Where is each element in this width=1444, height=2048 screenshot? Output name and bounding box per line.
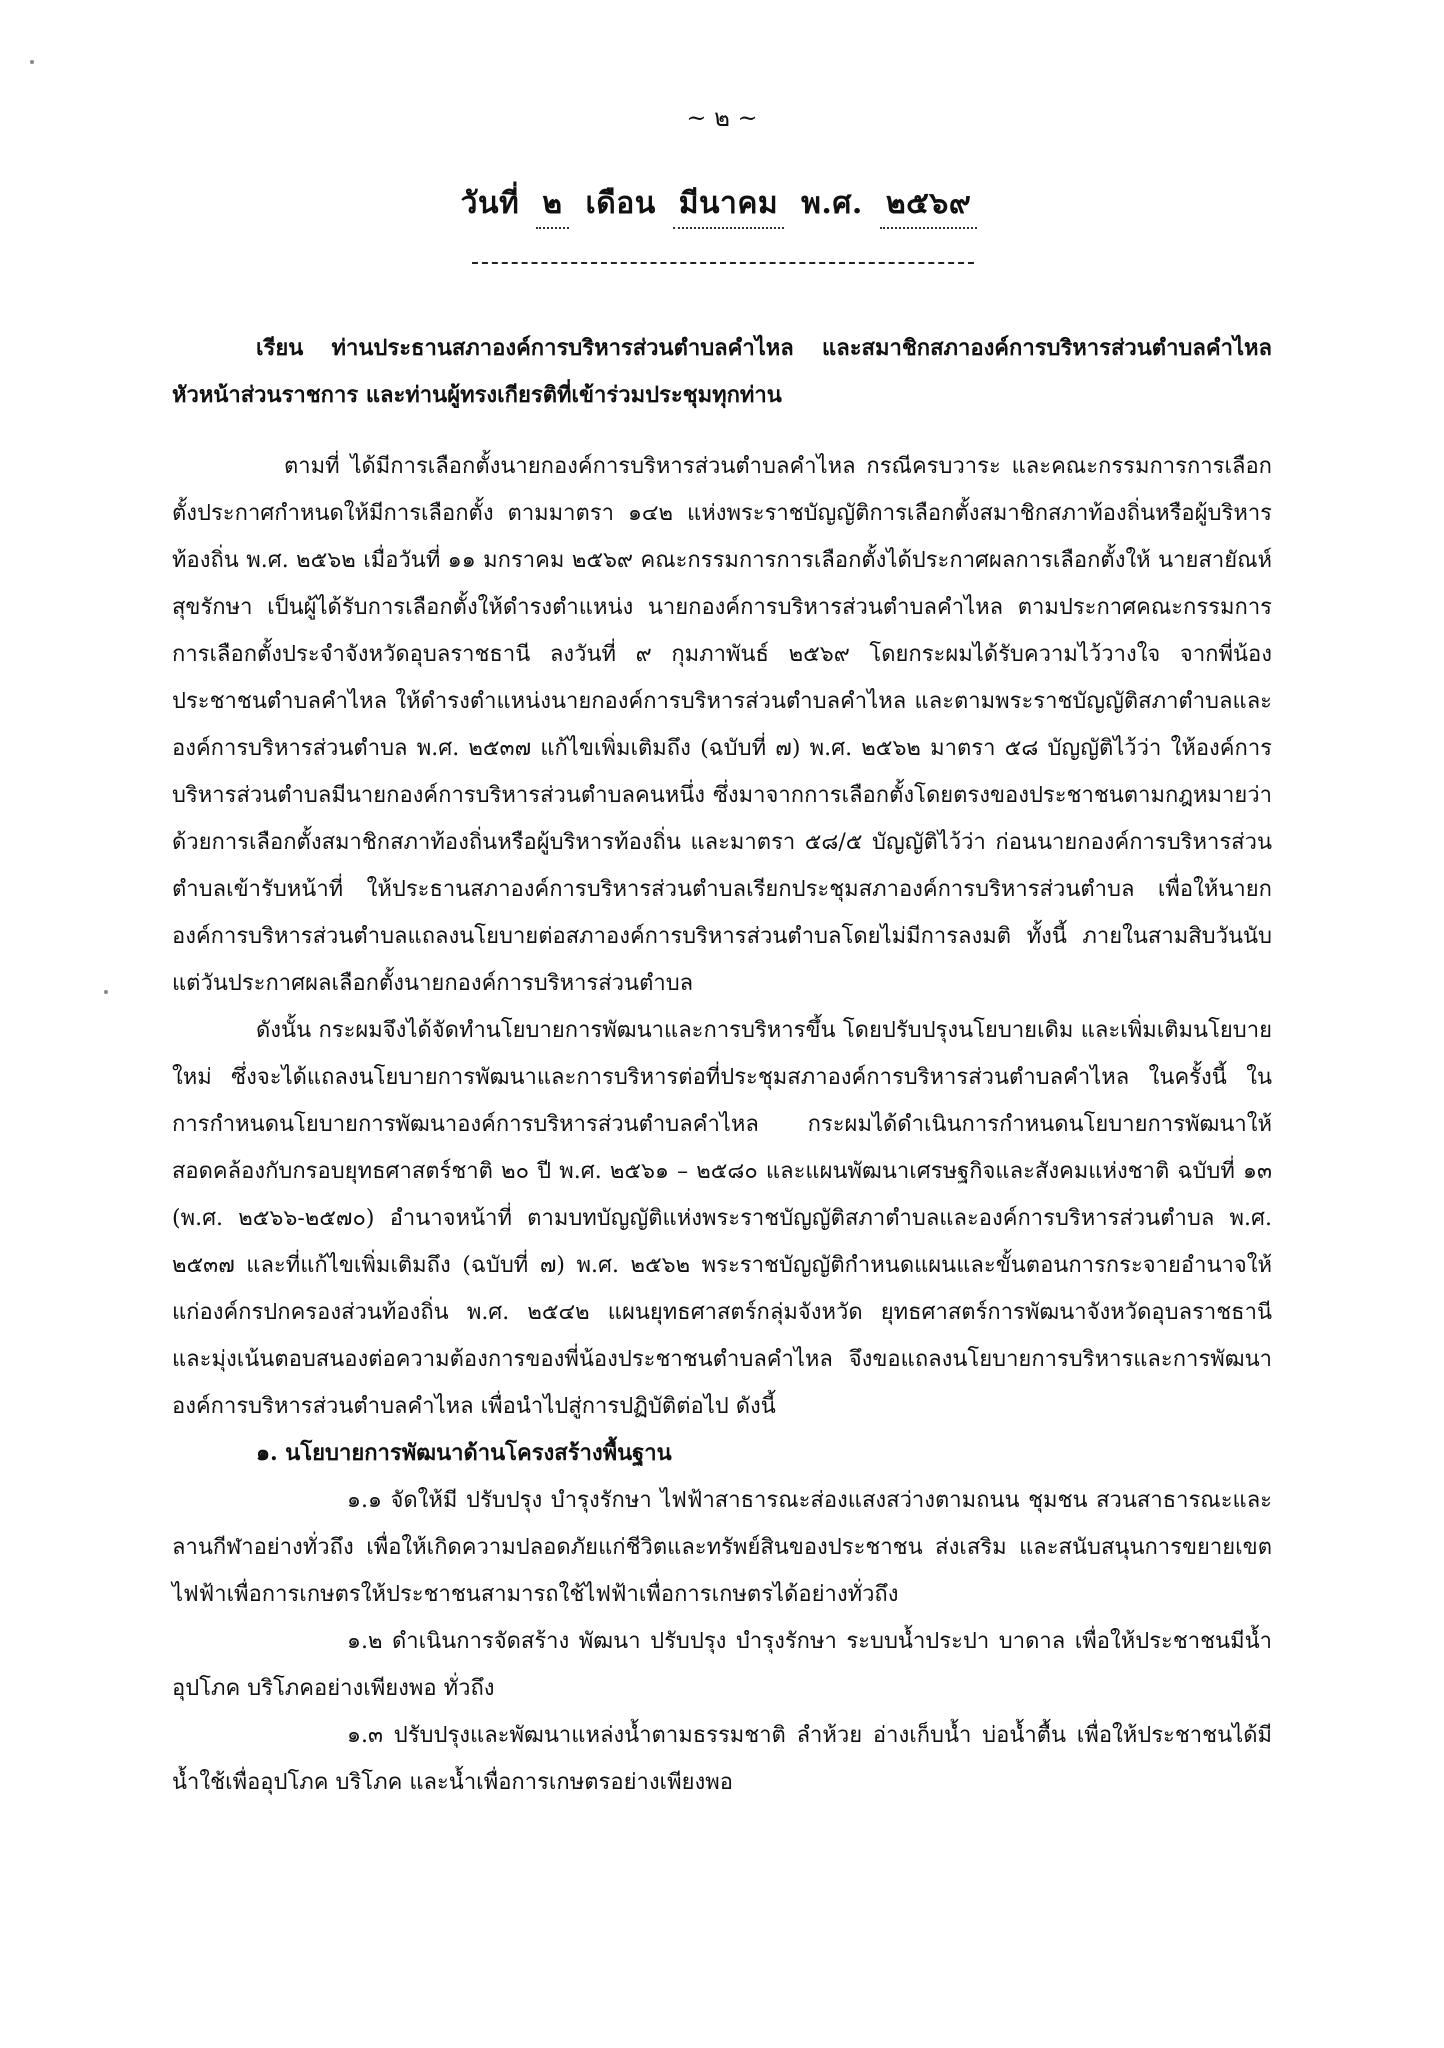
- policy-item-1-1: ๑.๑ จัดให้มี ปรับปรุง บำรุงรักษา ไฟฟ้าสาธารณะส่องแสงสว่างตามถนน ชุมชน สวนสาธารณะและลานกีฬาอย่างทั่วถึง เพื่อให้เกิดความปลอดภัยแก่ชีวิตและทรัพย์สินของประชาชน ส่งเสริม และสนับสนุนการขยายเขตไฟฟ้าเพื่อการเกษตรให้ประชาชนสามารถใช้ไฟฟ้าเพื่อการเกษตรได้อย่างทั่วถึง: [172, 1488, 1272, 1607]
- section-heading-infrastructure: ๑. นโยบายการพัฒนาด้านโครงสร้างพื้นฐาน: [256, 1440, 672, 1466]
- policy-item-1-3: ๑.๓ ปรับปรุงและพัฒนาแหล่งน้ำตามธรรมชาติ ลำห้วย อ่างเก็บน้ำ บ่อน้ำตื้น เพื่อให้ประชาชนได้มีน้ำใช้เพื่ออุปโภค บริโภค และน้ำเพื่อการเกษตรอย่างเพียงพอ: [172, 1723, 1272, 1795]
- date-line: [0, 180, 1444, 229]
- salutation: เรียน ท่านประธานสภาองค์การบริหารส่วนตำบลคำไหล และสมาชิกสภาองค์การบริหารส่วนตำบลคำไหล หัวหน้าส่วนราชการ และท่านผู้ทรงเกียรติที่เข้าร่วมประชุมทุกท่าน: [172, 335, 1272, 408]
- month-label: เดือน: [585, 186, 656, 221]
- year-value: ๒๕๖๙: [880, 180, 978, 229]
- paragraph-background: ตามที่ ได้มีการเลือกตั้งนายกองค์การบริหารส่วนตำบลคำไหล กรณีครบวาระ และคณะกรรมการการเลือกตั้งประกาศกำหนดให้มีการเลือกตั้ง ตามมาตรา ๑๔๒ แห่งพระราชบัญญัติการเลือกตั้งสมาชิกสภาท้องถิ่นหรือผู้บริหารท้องถิ่น พ.ศ. ๒๕๖๒ เมื่อวันที่ ๑๑ มกราคม ๒๕๖๙ คณะกรรมการการเลือกตั้งได้ประกาศผลการเลือกตั้งให้ นายสายัณห์ สุขรักษา เป็นผู้ได้รับการเลือกตั้งให้ดำรงตำแหน่ง นายกองค์การบริหารส่วนตำบลคำไหล ตามประกาศคณะกรรมการการเลือกตั้งประจำจังหวัดอุบลราชธานี ลงวันที่ ๙ กุมภาพันธ์ ๒๕๖๙ โดยกระผมได้รับความไว้วางใจ จากพี่น้องประชาชนตำบลคำไหล ให้ดำรงตำแหน่งนายกองค์การบริหารส่วนตำบลคำไหล และตามพระราชบัญญัติสภาตำบลและองค์การบริหารส่วนตำบล พ.ศ. ๒๕๓๗ แก้ไขเพิ่มเติมถึง (ฉบับที่ ๗) พ.ศ. ๒๕๖๒ มาตรา ๕๘ บัญญัติไว้ว่า ให้องค์การบริหารส่วนตำบลมีนายกองค์การบริหารส่วนตำบลคนหนึ่ง ซึ่งมาจากการเลือกตั้งโดยตรงของประชาชนตามกฎหมายว่าด้วยการเลือกตั้งสมาชิกสภาท้องถิ่นหรือผู้บริหารท้องถิ่น และมาตรา ๕๘/๕ บัญญัติไว้ว่า ก่อนนายกองค์การบริหารส่วนตำบลเข้ารับหน้าที่ ให้ประธานสภาองค์การบริหารส่วนตำบลเรียกประชุมสภาองค์การบริหารส่วนตำบล เพื่อให้นายกองค์การบริหารส่วนตำบลแถลงนโยบายต่อสภาองค์การบริหารส่วนตำบลโดยไม่มีการลงมติ ทั้งนี้ ภายในสามสิบวันนับแต่วันประกาศผลเลือกตั้งนายกองค์การบริหารส่วนตำบล: [172, 454, 1272, 996]
- scan-speck: [104, 990, 108, 994]
- policy-item-1-2: ๑.๒ ดำเนินการจัดสร้าง พัฒนา ปรับปรุง บำรุงรักษา ระบบน้ำประปา บาดาล เพื่อให้ประชาชนมีน้ำอุปโภค บริโภคอย่างเพียงพอ ทั่วถึง: [172, 1629, 1272, 1701]
- separator-line: [472, 262, 974, 264]
- month-value: มีนาคม: [673, 180, 784, 229]
- year-label: พ.ศ.: [801, 186, 863, 221]
- page-number: ~ ๒ ~: [686, 104, 758, 132]
- scan-speck: [30, 60, 34, 64]
- paragraph-policy-intro: ดังนั้น กระผมจึงได้จัดทำนโยบายการพัฒนาและการบริหารขึ้น โดยปรับปรุงนโยบายเดิม และเพิ่มเติมนโยบายใหม่ ซึ่งจะได้แถลงนโยบายการพัฒนาและการบริหารต่อที่ประชุมสภาองค์การบริหารส่วนตำบลคำไหล ในครั้งนี้ ในการกำหนดนโยบายการพัฒนาองค์การบริหารส่วนตำบลคำไหล กระผมได้ดำเนินการกำหนดนโยบายการพัฒนาให้สอดคล้องกับกรอบยุทธศาสตร์ชาติ ๒๐ ปี พ.ศ. ๒๕๖๑ – ๒๕๘๐ และแผนพัฒนาเศรษฐกิจและสังคมแห่งชาติ ฉบับที่ ๑๓ (พ.ศ. ๒๕๖๖-๒๕๗๐) อำนาจหน้าที่ ตามบทบัญญัติแห่งพระราชบัญญัติสภาตำบลและองค์การบริหารส่วนตำบล พ.ศ. ๒๕๓๗ และที่แก้ไขเพิ่มเติมถึง (ฉบับที่ ๗) พ.ศ. ๒๕๖๒ พระราชบัญญัติกำหนดแผนและขั้นตอนการกระจายอำนาจให้แก่องค์กรปกครองส่วนท้องถิ่น พ.ศ. ๒๕๔๒ แผนยุทธศาสตร์กลุ่มจังหวัด ยุทธศาสตร์การพัฒนาจังหวัดอุบลราชธานี และมุ่งเน้นตอบสนองต่อความต้องการของพี่น้องประชาชนตำบลคำไหล จึงขอแถลงนโยบายการบริหารและการพัฒนาองค์การบริหารส่วนตำบลคำไหล เพื่อนำไปสู่การปฏิบัติต่อไป ดังนี้: [172, 1018, 1272, 1419]
- day-label: วันที่: [460, 186, 520, 221]
- document-body: [172, 325, 1272, 1806]
- day-value: ๒: [536, 180, 568, 229]
